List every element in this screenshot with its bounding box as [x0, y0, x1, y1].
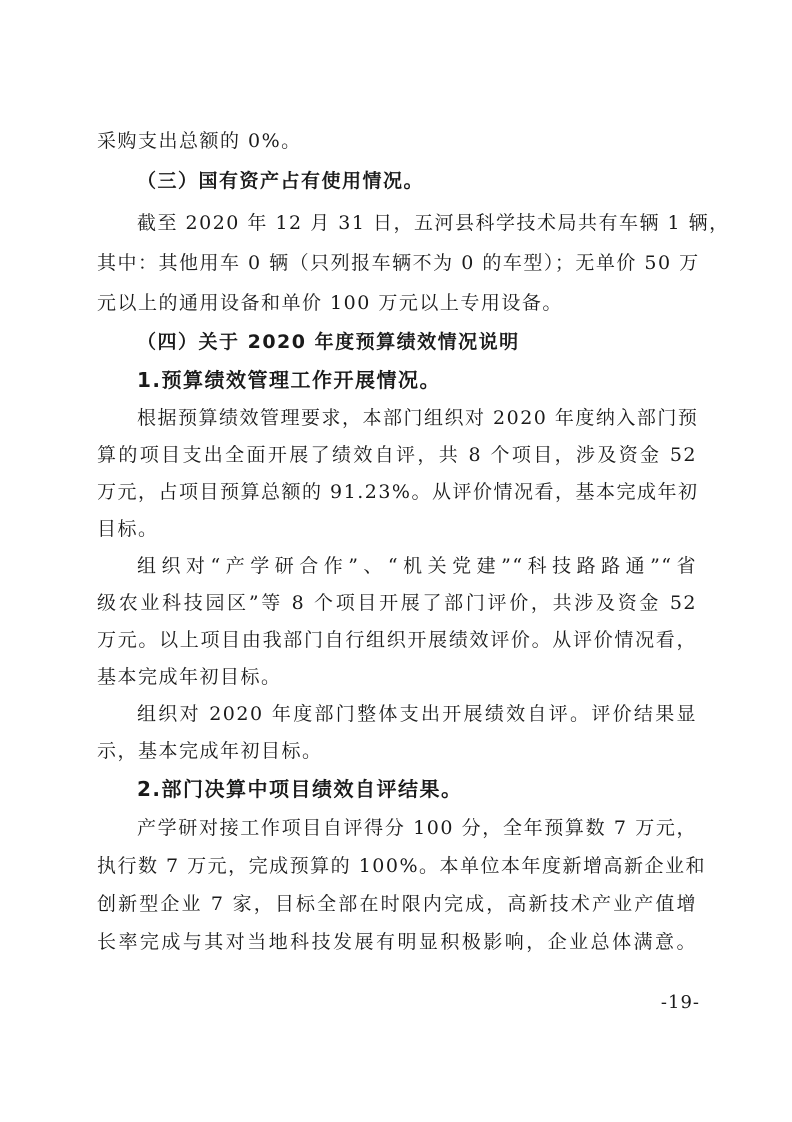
paragraph-line: 万元。以上项目由我部门自行组织开展绩效评价。从评价情况看， [97, 629, 697, 651]
paragraph-line: 组织对“产学研合作”、“机关党建”“科技路路通”“省 [137, 555, 697, 577]
paragraph-line: 采购支出总额的 0%。 [97, 130, 302, 152]
page-number: -19- [660, 992, 700, 1013]
paragraph-line: 其中：其他用车 0 辆（只列报车辆不为 0 的车型）；无单价 50 万 [97, 252, 700, 274]
paragraph-line: 根据预算绩效管理要求，本部门组织对 2020 年度纳入部门预 [137, 407, 699, 429]
paragraph-line: 算的项目支出全面开展了绩效自评，共 8 个项目，涉及资金 52 [97, 444, 697, 466]
subsection-heading-management: 1.预算绩效管理工作开展情况。 [137, 368, 442, 392]
paragraph-line: 万元，占项目预算总额的 91.23%。从评价情况看，基本完成年初 [97, 481, 699, 503]
section-heading-assets: （三）国有资产占有使用情况。 [137, 170, 425, 192]
paragraph-line: 目标。 [97, 518, 159, 540]
paragraph-line: 级农业科技园区”等 8 个项目开展了部门评价，共涉及资金 52 [97, 592, 697, 614]
paragraph-line: 组织对 2020 年度部门整体支出开展绩效自评。评价结果显 [137, 703, 697, 725]
paragraph-line: 产学研对接工作项目自评得分 100 分，全年预算数 7 万元， [137, 817, 697, 839]
paragraph-line: 截至 2020 年 12 月 31 日，五河县科学技术局共有车辆 1 辆， [137, 212, 730, 234]
paragraph-line: 元以上的通用设备和单价 100 万元以上专用设备。 [97, 292, 563, 314]
subsection-heading-results: 2.部门决算中项目绩效自评结果。 [137, 777, 463, 801]
paragraph-line: 基本完成年初目标。 [97, 666, 282, 688]
section-heading-performance: （四）关于 2020 年度预算绩效情况说明 [137, 331, 520, 353]
paragraph-line: 示，基本完成年初目标。 [97, 740, 323, 762]
paragraph-line: 创新型企业 7 家，目标全部在时限内完成，高新技术产业产值增 [97, 893, 697, 915]
paragraph-line: 长率完成与其对当地科技发展有明显积极影响，企业总体满意。 [97, 931, 697, 953]
paragraph-line: 执行数 7 万元，完成预算的 100%。本单位本年度新增高新企业和 [97, 855, 707, 877]
